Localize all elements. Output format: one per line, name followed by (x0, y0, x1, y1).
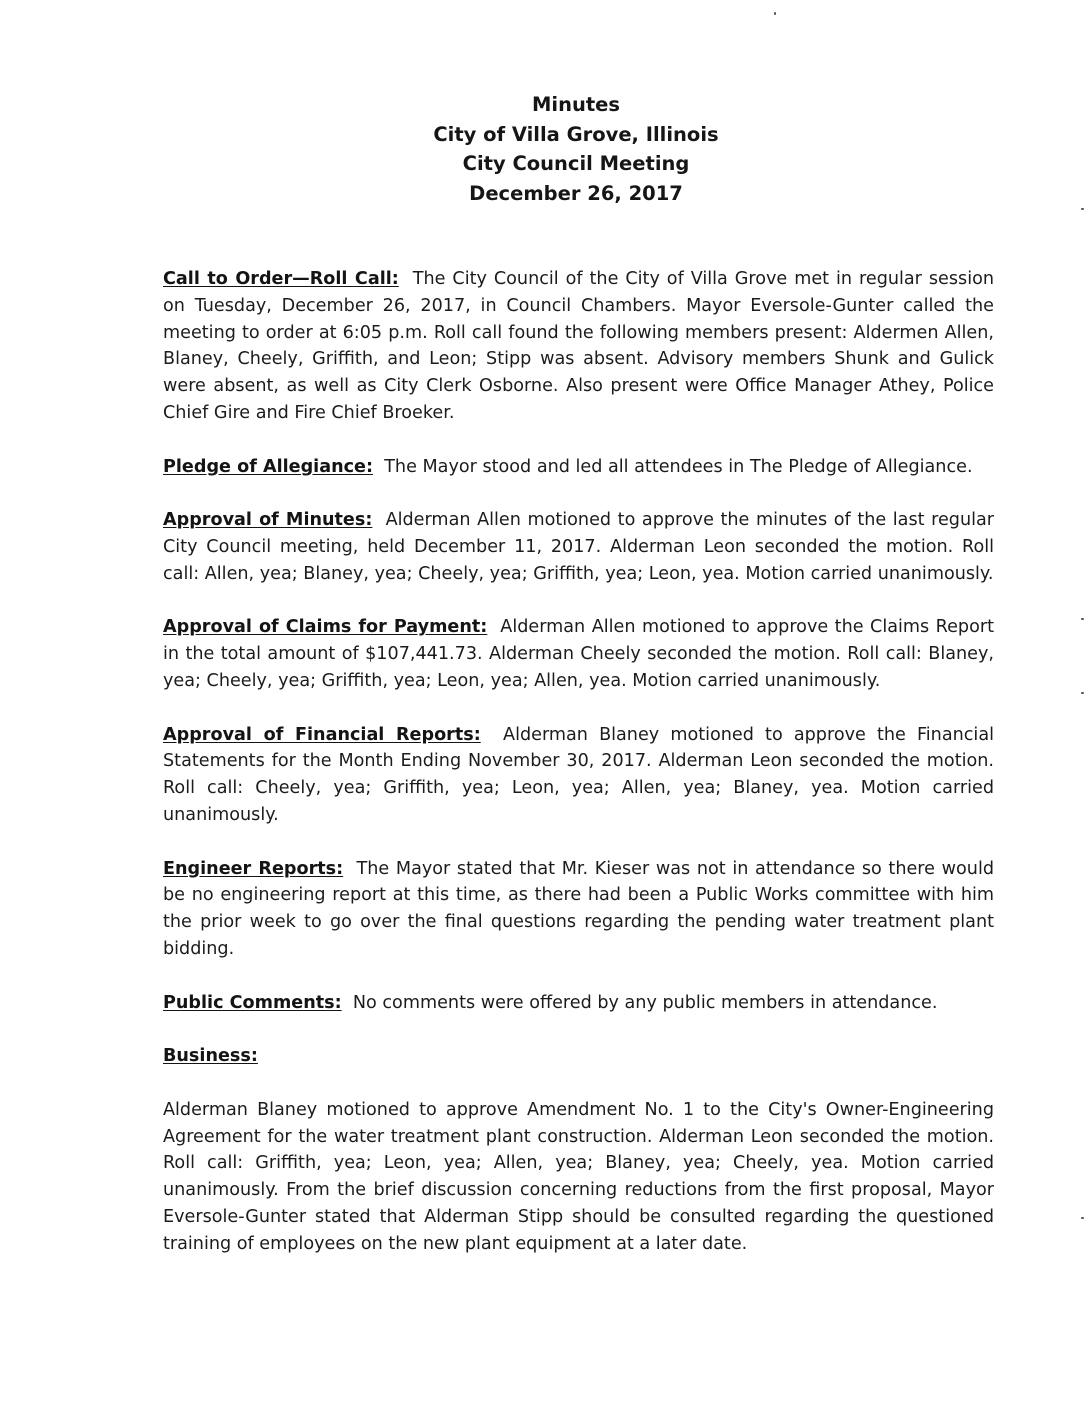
section-approval-financial (163, 722, 994, 829)
section-public-comments (163, 990, 994, 1017)
scan-speck (1081, 1217, 1084, 1219)
section-pledge (163, 454, 994, 481)
section-text: No comments were offered by any public members in attendance. (352, 992, 938, 1013)
section-engineer-reports (163, 856, 994, 963)
section-text: The Mayor stood and led all attendees in The Pledge of Allegiance. (384, 456, 973, 477)
section-business-text (163, 1097, 994, 1258)
section-heading: Approval of Claims for Payment: (163, 617, 488, 638)
section-approval-minutes (163, 507, 994, 587)
section-text: Alderman Allen motioned to approve the Claims Report in the total amount of $107,441.73. Alderman Cheely seconded the motion. Roll call: Blaney, yea; Cheely, yea; Griffith, yea; Leon, yea; Allen, yea. Motion carried unanimously. (163, 617, 994, 691)
section-text: Alderman Blaney motioned to approve the Financial Statements for the Month Ending November 30, 2017. Alderman Leon seconded the motion. Roll call: Cheely, yea; Griffith, yea; Leon, yea; Allen, yea; Blaney, yea. Motion carried unanimously. (163, 724, 994, 825)
minutes-body (163, 266, 994, 1284)
document-header (0, 90, 1088, 208)
section-business-heading (163, 1043, 994, 1070)
section-heading: Pledge of Allegiance: (163, 456, 373, 477)
section-heading: Public Comments: (163, 992, 342, 1013)
scan-speck (1081, 618, 1084, 620)
section-text: Alderman Blaney motioned to approve Amendment No. 1 to the City's Owner-Engineering Agreement for the water treatment plant construction. Alderman Leon seconded the motion. Roll call: Griffith, yea; Leon, yea; Allen, yea; Blaney, yea; Cheely, yea. Motion carried unanimously. From the brief discussion concerning reductions from the first proposal, Mayor Eversole-Gunter stated that Alderman Stipp should be consulted regarding the questioned training of employees on the new plant equipment at a later date. (163, 1099, 994, 1254)
header-title: Minutes (531, 93, 620, 116)
section-heading: Engineer Reports: (163, 858, 344, 879)
section-text: The Mayor stated that Mr. Kieser was not in attendance so there would be no engineering report at this time, as there had been a Public Works committee with him the prior week to go over the final questions regarding the pending water treatment plant bidding. (163, 858, 994, 959)
section-heading: Call to Order—Roll Call: (163, 269, 399, 289)
section-call-to-order (163, 266, 994, 427)
section-text: Alderman Allen motioned to approve the minutes of the last regular City Council meeting, held December 11, 2017. Alderman Leon seconded the motion. Roll call: Allen, yea; Blaney, yea; Cheely, yea; Griffith, yea; Leon, yea. Motion carried unanimously. (163, 510, 995, 584)
scan-speck (1081, 692, 1084, 694)
header-meeting: City Council Meeting (462, 152, 690, 175)
section-heading: Approval of Minutes: (163, 510, 373, 531)
section-heading: Business: (163, 1046, 258, 1067)
scan-speck (1081, 208, 1084, 210)
section-heading: Approval of Financial Reports: (163, 724, 481, 745)
header-city: City of Villa Grove, Illinois (433, 122, 719, 146)
header-date: December 26, 2017 (469, 181, 683, 205)
scan-speck (774, 12, 776, 15)
section-approval-claims (163, 614, 994, 694)
section-text: The City Council of the City of Villa Grove met in regular session on Tuesday, December 26, 2017, in Council Chambers. Mayor Eversole-Gunter called the meeting to order at 6:05 p.m. Roll call found the following members present: Aldermen Allen, Blaney, Cheely, Griffith, and Leon; Stipp was absent. Advisory members Shunk and Gulick were absent, as well as City Clerk Osborne. Also present were Office Manager Athey, Police Chief Gire and Fire Chief Broeker. (163, 269, 994, 423)
